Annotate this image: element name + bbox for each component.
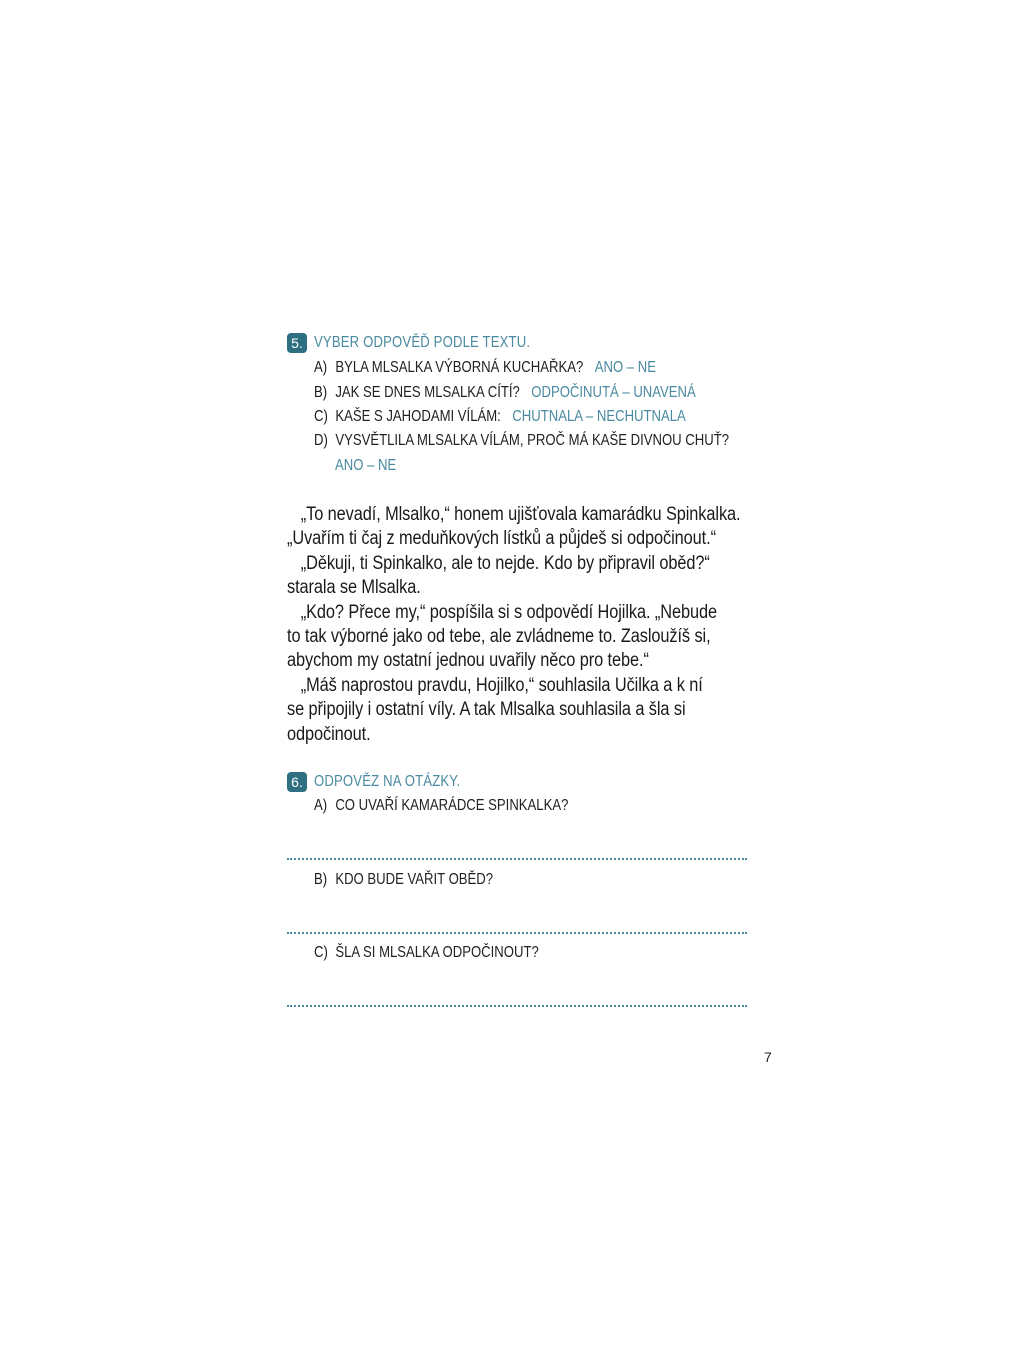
answer-line[interactable] [287, 932, 747, 934]
question-letter: C) [314, 944, 328, 961]
question-letter: B) [314, 871, 328, 888]
question-row [314, 359, 656, 377]
exercise-number-badge: 5. [287, 333, 307, 353]
page-number: 7 [764, 1049, 772, 1065]
question-text: KDO BUDE VAŘIT OBĚD? [335, 871, 494, 888]
answer-options[interactable]: ANO – NE [335, 457, 397, 474]
story-line: „Děkuji, ti Spinkalko, ale to nejde. Kdo by připravil oběd?“ [300, 552, 710, 574]
question-text: JAK SE DNES MLSALKA CÍTÍ? [335, 384, 520, 401]
story-line: „Kdo? Přece my,“ pospíšila si s odpovědí Hojilka. „Nebude [300, 601, 717, 623]
story-line: se připojily i ostatní víly. A tak Mlsalka souhlasila a šla si [287, 699, 686, 721]
answer-options[interactable]: CHUTNALA – NECHUTNALA [512, 408, 686, 425]
answer-options[interactable]: ODPOČINUTÁ – UNAVENÁ [531, 384, 696, 401]
story-line: to tak výborné jako od tebe, ale zvládneme to. Zasloužíš si, [287, 626, 711, 648]
exercise-6-header [287, 772, 492, 792]
question-row [314, 384, 696, 402]
question-letter: A) [314, 797, 328, 814]
answer-options[interactable]: ANO – NE [594, 359, 656, 376]
question-letter: B) [314, 384, 328, 401]
question-text: CO UVAŘÍ KAMARÁDCE SPINKALKA? [335, 797, 569, 814]
story-text [287, 503, 767, 747]
story-line: starala se Mlsalka. [287, 577, 421, 599]
question-text: ŠLA SI MLSALKA ODPOČINOUT? [335, 944, 539, 961]
answer-line[interactable] [287, 858, 747, 860]
answer-line[interactable] [287, 1005, 747, 1007]
exercise-title: ODPOVĚZ NA OTÁZKY. [314, 773, 461, 790]
question-row [314, 432, 729, 450]
question-row [314, 871, 493, 889]
question-row [314, 408, 686, 426]
question-text: BYLA MLSALKA VÝBORNÁ KUCHAŘKA? [335, 359, 584, 376]
exercise-title: VYBER ODPOVĚĎ PODLE TEXTU. [314, 334, 531, 351]
story-line: abychom my ostatní jednou uvařily něco pro tebe.“ [287, 650, 649, 672]
question-letter: C) [314, 408, 328, 425]
story-line: odpočinout. [287, 723, 371, 745]
question-row [314, 944, 539, 962]
question-text: KAŠE S JAHODAMI VÍLÁM: [335, 408, 501, 425]
question-letter: D) [314, 432, 328, 449]
exercise-number-badge: 6. [287, 772, 307, 792]
story-line: „To nevadí, Mlsalko,“ honem ujišťovala kamarádku Spinkalka. [300, 504, 741, 525]
story-line: „Máš naprostou pravdu, Hojilko,“ souhlasila Učilka a k ní [300, 674, 703, 696]
question-row [314, 797, 568, 815]
story-line: „Uvařím ti čaj z meduňkových lístků a půjdeš si odpočinout.“ [287, 528, 716, 550]
question-text: VYSVĚTLILA MLSALKA VÍLÁM, PROČ MÁ KAŠE DIVNOU CHUŤ? [335, 432, 730, 449]
exercise-5-header [287, 333, 578, 353]
question-letter: A) [314, 359, 328, 376]
